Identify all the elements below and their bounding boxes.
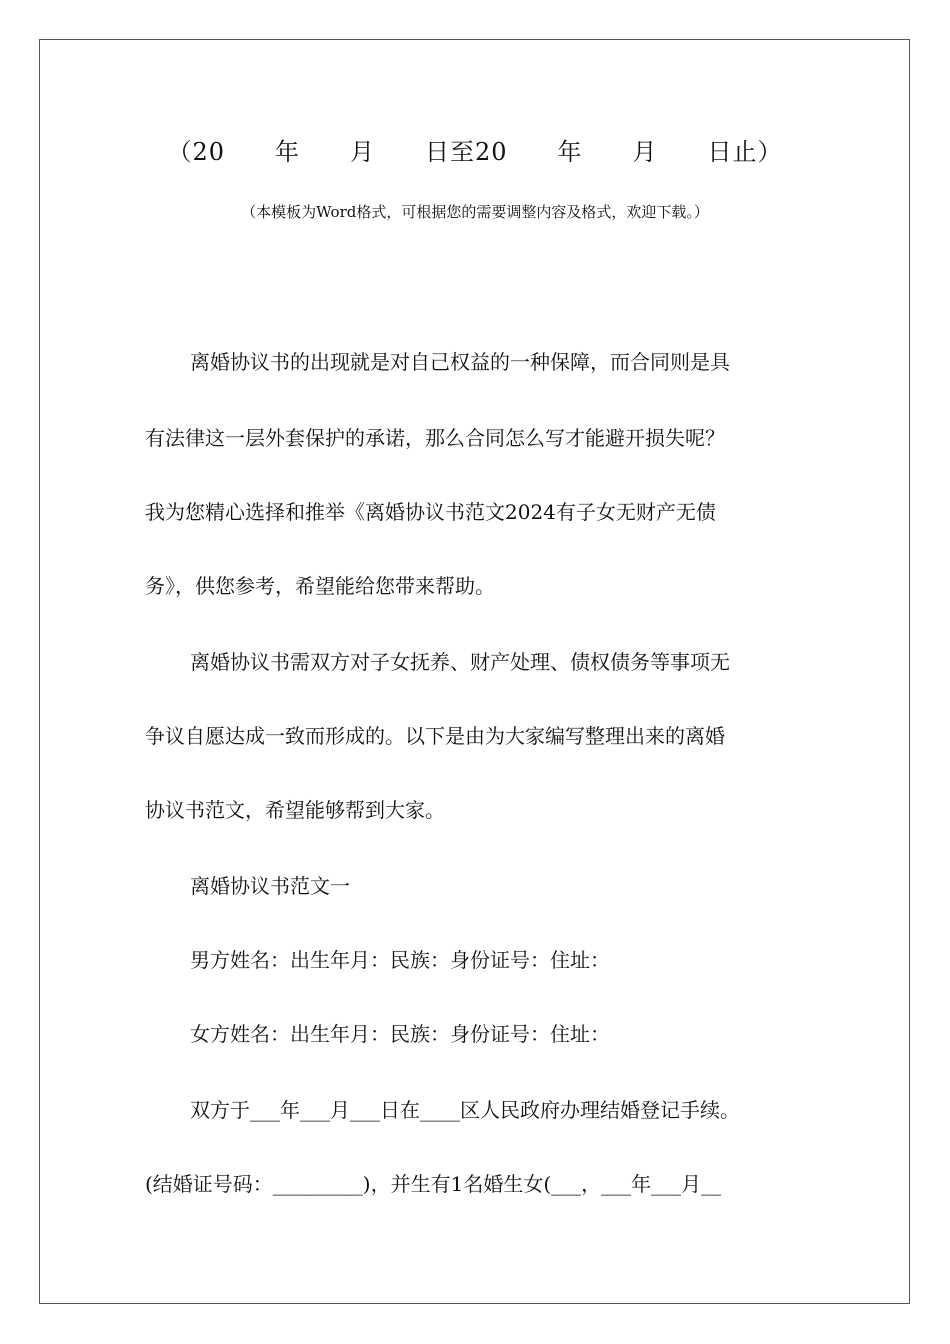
male-info-line: 男方姓名：出生年月：民族：身份证号：住址：: [190, 948, 610, 972]
paragraph-line: 有法律这一层外套保护的承诺，那么合同怎么写才能避开损失呢？: [145, 426, 725, 450]
paragraph-line: (结婚证号码：_________)，并生有1名婚生女(___，___年___月__: [145, 1172, 722, 1196]
template-note: （本模板为Word格式，可根据您的需要调整内容及格式，欢迎下载。）: [241, 203, 709, 221]
paragraph-line: 双方于___年___月___日在____区人民政府办理结婚登记手续。: [190, 1098, 740, 1122]
female-info-line: 女方姓名：出生年月：民族：身份证号：住址：: [190, 1022, 610, 1046]
paragraph-line: 务》，供您参考，希望能给您带来帮助。: [145, 574, 495, 598]
section-title: 离婚协议书范文一: [190, 874, 350, 898]
paragraph-line: 争议自愿达成一致而形成的。以下是由为大家编写整理出来的离婚: [145, 724, 725, 748]
paragraph-line: 我为您精心选择和推举《离婚协议书范文2024有子女无财产无债: [145, 500, 716, 524]
date-range-heading: （20 年 月 日至20 年 月 日止）: [167, 138, 783, 166]
paragraph-line: 协议书范文，希望能够帮到大家。: [145, 798, 445, 822]
paragraph-line: 离婚协议书的出现就是对自己权益的一种保障，而合同则是具: [190, 350, 730, 374]
paragraph-line: 离婚协议书需双方对子女抚养、财产处理、债权债务等事项无: [190, 650, 730, 674]
